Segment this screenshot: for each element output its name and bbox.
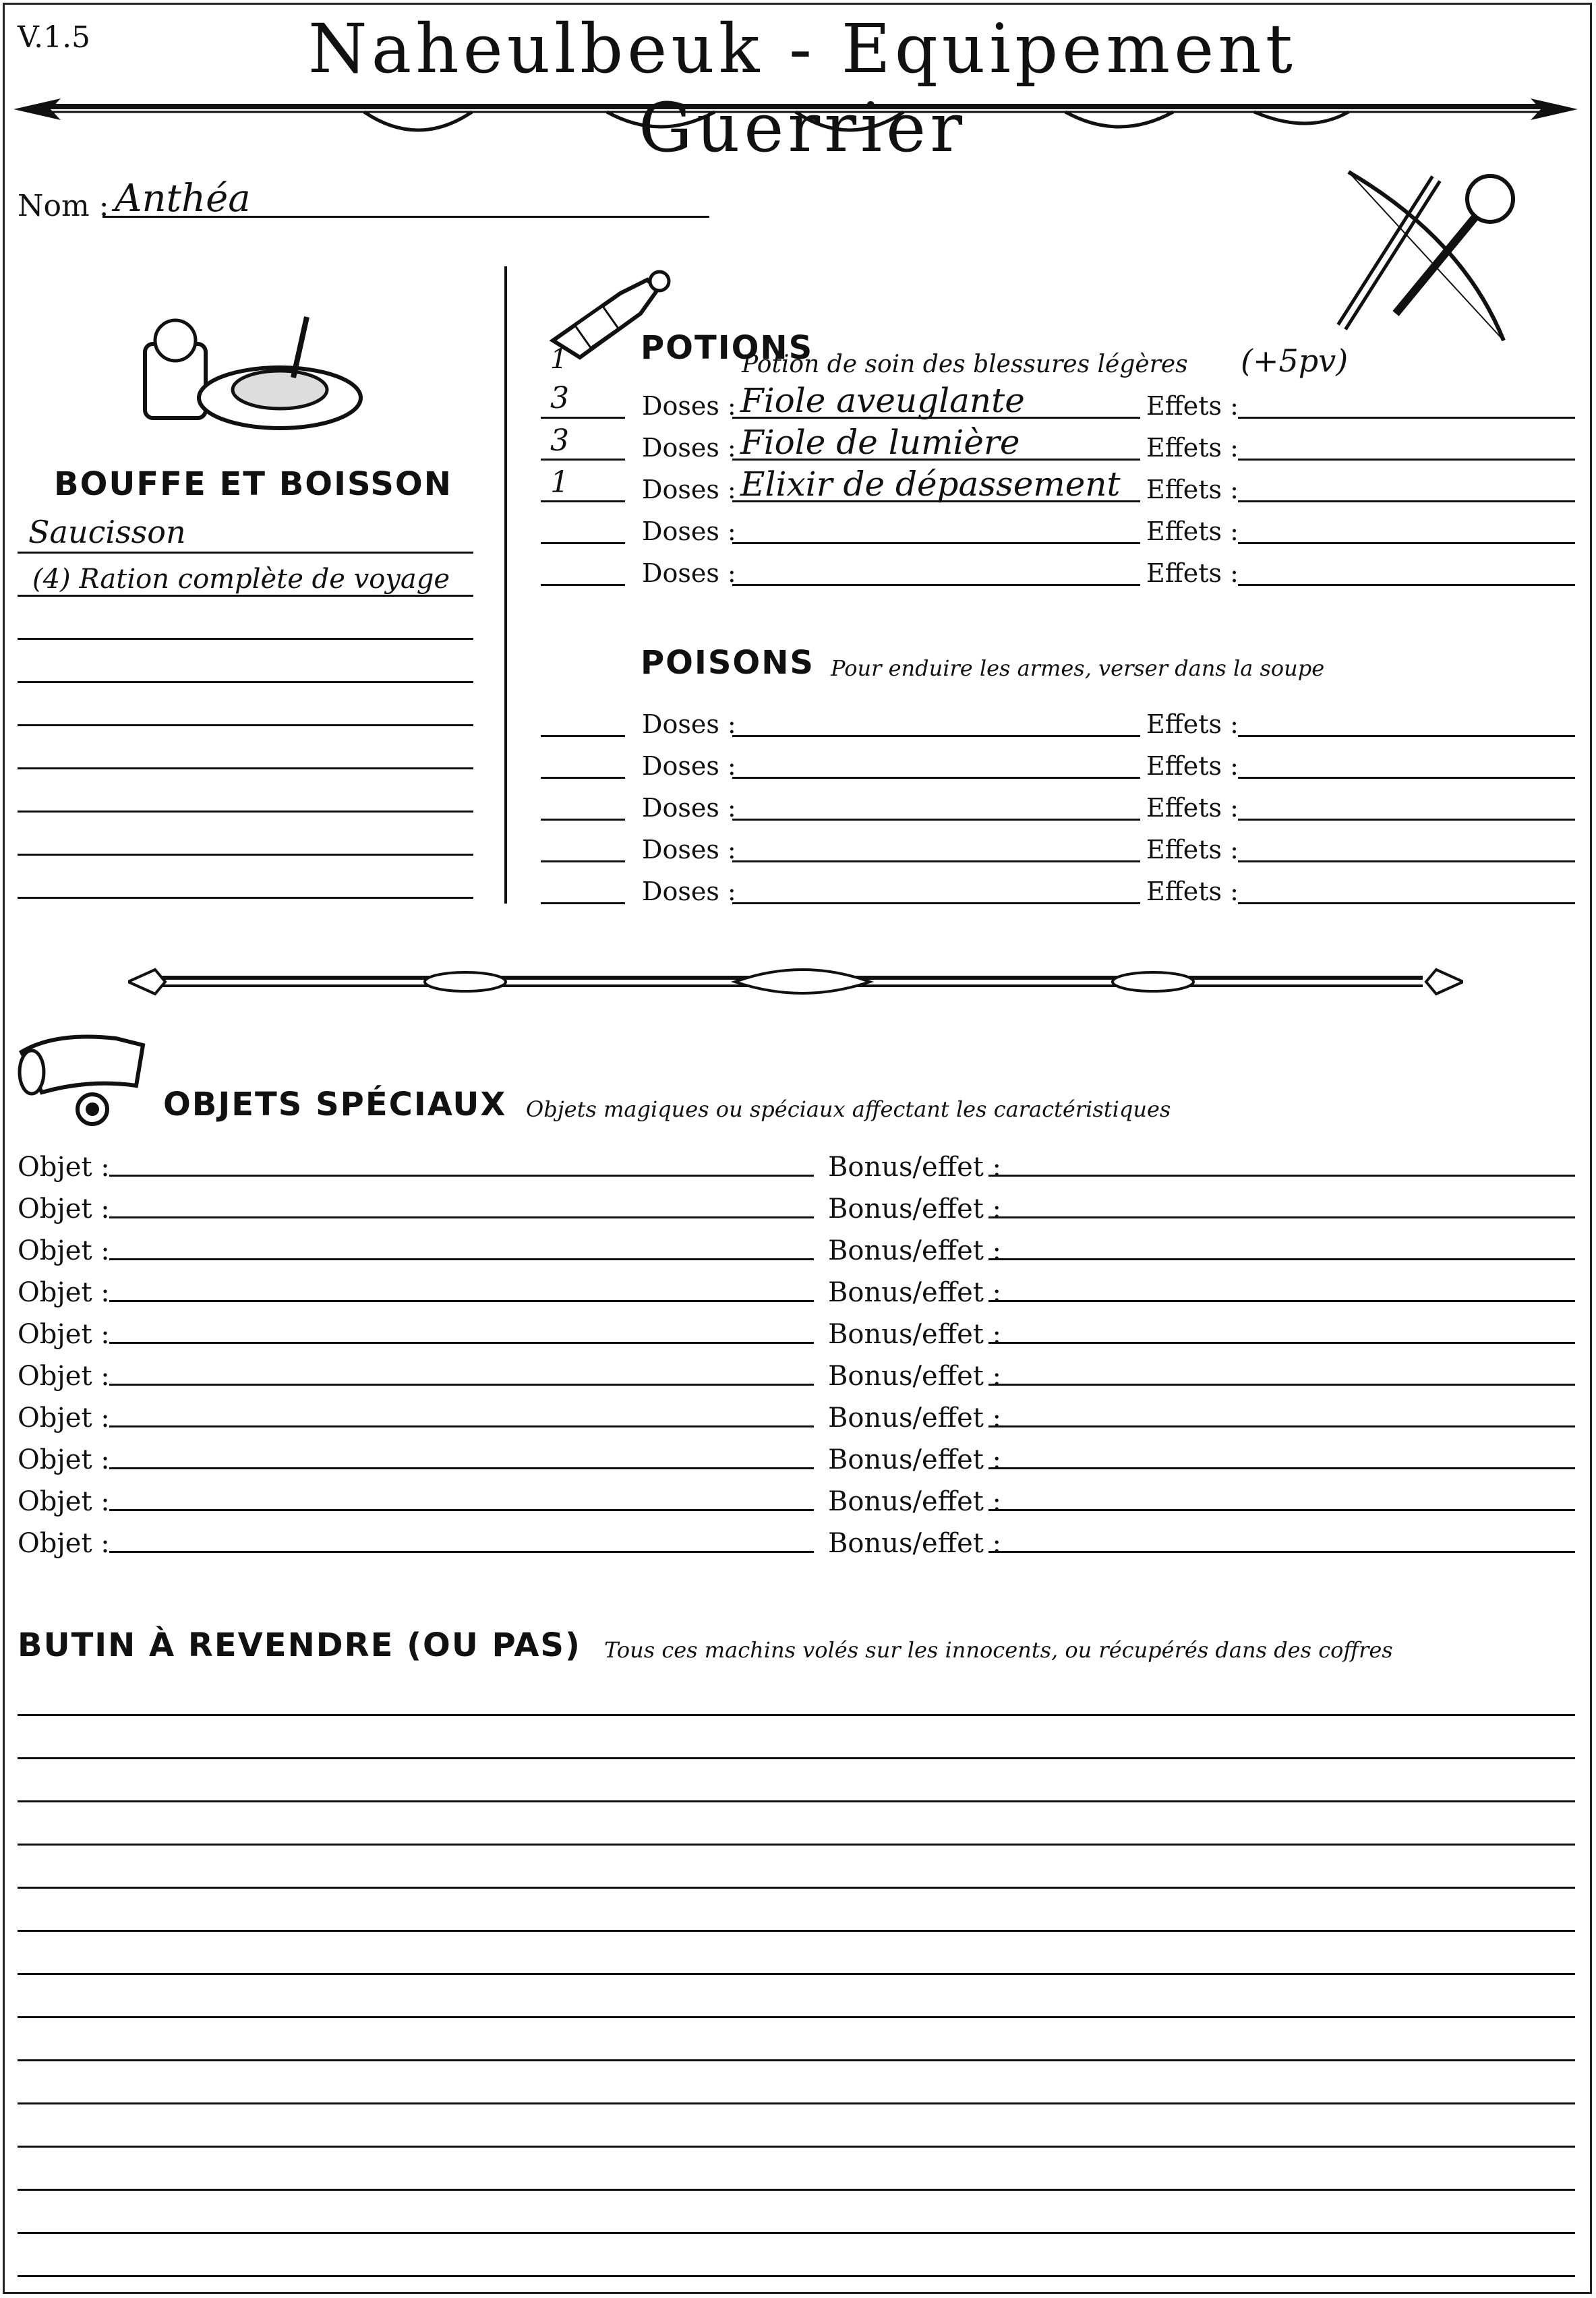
potion-effect-line bbox=[1238, 459, 1575, 461]
poison-name-line[interactable] bbox=[732, 777, 1140, 779]
food-item[interactable]: Saucisson bbox=[28, 514, 186, 550]
object-label: Objet : bbox=[18, 1486, 110, 1517]
bonus-line[interactable] bbox=[988, 1258, 1575, 1260]
potion-effect-line bbox=[1238, 542, 1575, 544]
loot-line[interactable] bbox=[18, 2275, 1575, 2277]
poison-effect-line[interactable] bbox=[1238, 735, 1575, 737]
potions-title: POTIONS bbox=[641, 329, 814, 367]
version-label: V.1.5 bbox=[18, 20, 91, 55]
effect-label: Effets : bbox=[1146, 558, 1239, 588]
bonus-label: Bonus/effet : bbox=[828, 1444, 1002, 1475]
food-line bbox=[18, 897, 473, 899]
potion-qty-line bbox=[541, 542, 625, 544]
loot-line[interactable] bbox=[18, 2189, 1575, 2191]
object-label: Objet : bbox=[18, 1194, 110, 1225]
effect-label: Effets : bbox=[1146, 751, 1239, 781]
potion-name[interactable]: Potion de soin des blessures légères bbox=[742, 351, 1188, 378]
poison-name-line[interactable] bbox=[732, 819, 1140, 821]
dose-label: Doses : bbox=[642, 709, 736, 739]
poison-qty-line bbox=[541, 819, 625, 821]
poison-effect-line[interactable] bbox=[1238, 902, 1575, 904]
food-line bbox=[18, 638, 473, 640]
dose-label: Doses : bbox=[642, 835, 736, 864]
potion-name[interactable]: Fiole de lumière bbox=[740, 423, 1020, 462]
poison-qty-line bbox=[541, 860, 625, 862]
bonus-label: Bonus/effet : bbox=[828, 1319, 1002, 1350]
potion-qty-line bbox=[541, 417, 625, 419]
poison-qty-line bbox=[541, 902, 625, 904]
effect-label: Effets : bbox=[1146, 709, 1239, 739]
dose-label: Doses : bbox=[642, 433, 736, 463]
loot-line[interactable] bbox=[18, 1930, 1575, 1932]
poisons-title: POISONS bbox=[641, 644, 815, 682]
dose-label: Doses : bbox=[642, 517, 736, 546]
object-label: Objet : bbox=[18, 1361, 110, 1392]
object-label: Objet : bbox=[18, 1403, 110, 1434]
dose-label: Doses : bbox=[642, 558, 736, 588]
food-title: BOUFFE ET BOISSON bbox=[54, 465, 452, 503]
potion-effect-line bbox=[1238, 417, 1575, 419]
loot-subtitle: Tous ces machins volés sur les innocents, ou récupérés dans des coffres bbox=[604, 1637, 1393, 1663]
potion-qty[interactable]: 1 bbox=[550, 344, 568, 375]
bonus-line[interactable] bbox=[988, 1509, 1575, 1511]
bonus-label: Bonus/effet : bbox=[828, 1235, 1002, 1266]
loot-line[interactable] bbox=[18, 2102, 1575, 2104]
special-subtitle: Objets magiques ou spéciaux affectant les caractéristiques bbox=[526, 1096, 1171, 1122]
name-label: Nom : bbox=[18, 189, 109, 223]
loot-line[interactable] bbox=[18, 1757, 1575, 1759]
poison-name-line[interactable] bbox=[732, 860, 1140, 862]
object-line[interactable] bbox=[109, 1342, 814, 1344]
loot-line[interactable] bbox=[18, 2016, 1575, 2018]
food-line bbox=[18, 595, 473, 597]
loot-line[interactable] bbox=[18, 1887, 1575, 1889]
column-divider bbox=[504, 266, 507, 904]
bonus-label: Bonus/effet : bbox=[828, 1194, 1002, 1225]
potion-qty[interactable]: 3 bbox=[550, 423, 569, 458]
bonus-label: Bonus/effet : bbox=[828, 1361, 1002, 1392]
object-label: Objet : bbox=[18, 1152, 110, 1183]
effect-label: Effets : bbox=[1146, 877, 1239, 906]
bonus-line[interactable] bbox=[988, 1175, 1575, 1177]
dose-label: Doses : bbox=[642, 475, 736, 504]
object-label: Objet : bbox=[18, 1277, 110, 1308]
potion-qty-line bbox=[541, 500, 625, 502]
object-label: Objet : bbox=[18, 1528, 110, 1559]
loot-title: BUTIN À REVENDRE (OU PAS) bbox=[18, 1626, 581, 1664]
potion-name-line bbox=[732, 542, 1140, 544]
bonus-line[interactable] bbox=[988, 1551, 1575, 1553]
object-line[interactable] bbox=[109, 1300, 814, 1302]
food-icon bbox=[138, 303, 367, 438]
effect-label: Effets : bbox=[1146, 835, 1239, 864]
potion-name-line bbox=[732, 417, 1140, 419]
potion-name[interactable]: Fiole aveuglante bbox=[740, 381, 1025, 420]
loot-line[interactable] bbox=[18, 2059, 1575, 2061]
bonus-label: Bonus/effet : bbox=[828, 1403, 1002, 1434]
potion-qty[interactable]: 3 bbox=[550, 381, 569, 415]
bonus-line[interactable] bbox=[988, 1467, 1575, 1469]
potion-name-line bbox=[732, 584, 1140, 586]
potion-effect-line bbox=[1238, 584, 1575, 586]
dose-label: Doses : bbox=[642, 793, 736, 823]
potion-effect-line bbox=[1238, 500, 1575, 502]
potion-qty[interactable]: 1 bbox=[550, 465, 569, 500]
special-title: OBJETS SPÉCIAUX bbox=[163, 1086, 507, 1123]
poison-effect-line[interactable] bbox=[1238, 860, 1575, 862]
bonus-label: Bonus/effet : bbox=[828, 1152, 1002, 1183]
loot-line[interactable] bbox=[18, 2232, 1575, 2234]
poison-effect-line[interactable] bbox=[1238, 777, 1575, 779]
effect-label: Effets : bbox=[1146, 793, 1239, 823]
food-line bbox=[18, 552, 473, 554]
loot-line[interactable] bbox=[18, 1973, 1575, 1975]
poisons-subtitle: Pour enduire les armes, verser dans la soupe bbox=[831, 655, 1325, 681]
food-line bbox=[18, 811, 473, 813]
spear-divider-icon bbox=[13, 88, 1578, 148]
dose-label: Doses : bbox=[642, 391, 736, 421]
object-line[interactable] bbox=[109, 1551, 814, 1553]
scroll-ring-icon bbox=[15, 1025, 156, 1133]
potion-effect[interactable]: (+5pv) bbox=[1241, 343, 1349, 379]
loot-line[interactable] bbox=[18, 2146, 1575, 2148]
object-label: Objet : bbox=[18, 1319, 110, 1350]
food-item[interactable]: (4) Ration complète de voyage bbox=[32, 564, 450, 595]
object-line[interactable] bbox=[109, 1216, 814, 1218]
food-line bbox=[18, 767, 473, 769]
effect-label: Effets : bbox=[1146, 391, 1239, 421]
poison-name-line[interactable] bbox=[732, 735, 1140, 737]
object-line[interactable] bbox=[109, 1467, 814, 1469]
bonus-label: Bonus/effet : bbox=[828, 1528, 1002, 1559]
object-line[interactable] bbox=[109, 1175, 814, 1177]
loot-line[interactable] bbox=[18, 1714, 1575, 1716]
object-line[interactable] bbox=[109, 1509, 814, 1511]
object-line[interactable] bbox=[109, 1384, 814, 1386]
food-line bbox=[18, 724, 473, 726]
potion-name[interactable]: Elixir de dépassement bbox=[740, 465, 1121, 504]
loot-line[interactable] bbox=[18, 1844, 1575, 1846]
name-underline bbox=[102, 216, 709, 218]
object-line[interactable] bbox=[109, 1425, 814, 1427]
bonus-line[interactable] bbox=[988, 1300, 1575, 1302]
page-title: Naheulbeuk - Equipement Guerrier bbox=[308, 9, 1297, 167]
bonus-label: Bonus/effet : bbox=[828, 1277, 1002, 1308]
bonus-line[interactable] bbox=[988, 1342, 1575, 1344]
food-line bbox=[18, 681, 473, 683]
poison-effect-line[interactable] bbox=[1238, 819, 1575, 821]
staff-divider-icon bbox=[128, 958, 1463, 1005]
poison-qty-line bbox=[541, 735, 625, 737]
food-line bbox=[18, 854, 473, 856]
object-label: Objet : bbox=[18, 1444, 110, 1475]
object-line[interactable] bbox=[109, 1258, 814, 1260]
poison-name-line[interactable] bbox=[732, 902, 1140, 904]
bonus-line[interactable] bbox=[988, 1216, 1575, 1218]
potion-qty-line bbox=[541, 459, 625, 461]
effect-label: Effets : bbox=[1146, 433, 1239, 463]
effect-label: Effets : bbox=[1146, 517, 1239, 546]
poison-qty-line bbox=[541, 777, 625, 779]
weapons-icon bbox=[1328, 158, 1531, 347]
potion-name-line bbox=[732, 459, 1140, 461]
dose-label: Doses : bbox=[642, 751, 736, 781]
effect-label: Effets : bbox=[1146, 475, 1239, 504]
potion-qty-line bbox=[541, 584, 625, 586]
name-field[interactable]: Anthéa bbox=[115, 177, 251, 220]
potion-name-line bbox=[732, 500, 1140, 502]
loot-line[interactable] bbox=[18, 1800, 1575, 1802]
bonus-label: Bonus/effet : bbox=[828, 1486, 1002, 1517]
object-label: Objet : bbox=[18, 1235, 110, 1266]
bonus-line[interactable] bbox=[988, 1384, 1575, 1386]
dose-label: Doses : bbox=[642, 877, 736, 906]
bonus-line[interactable] bbox=[988, 1425, 1575, 1427]
